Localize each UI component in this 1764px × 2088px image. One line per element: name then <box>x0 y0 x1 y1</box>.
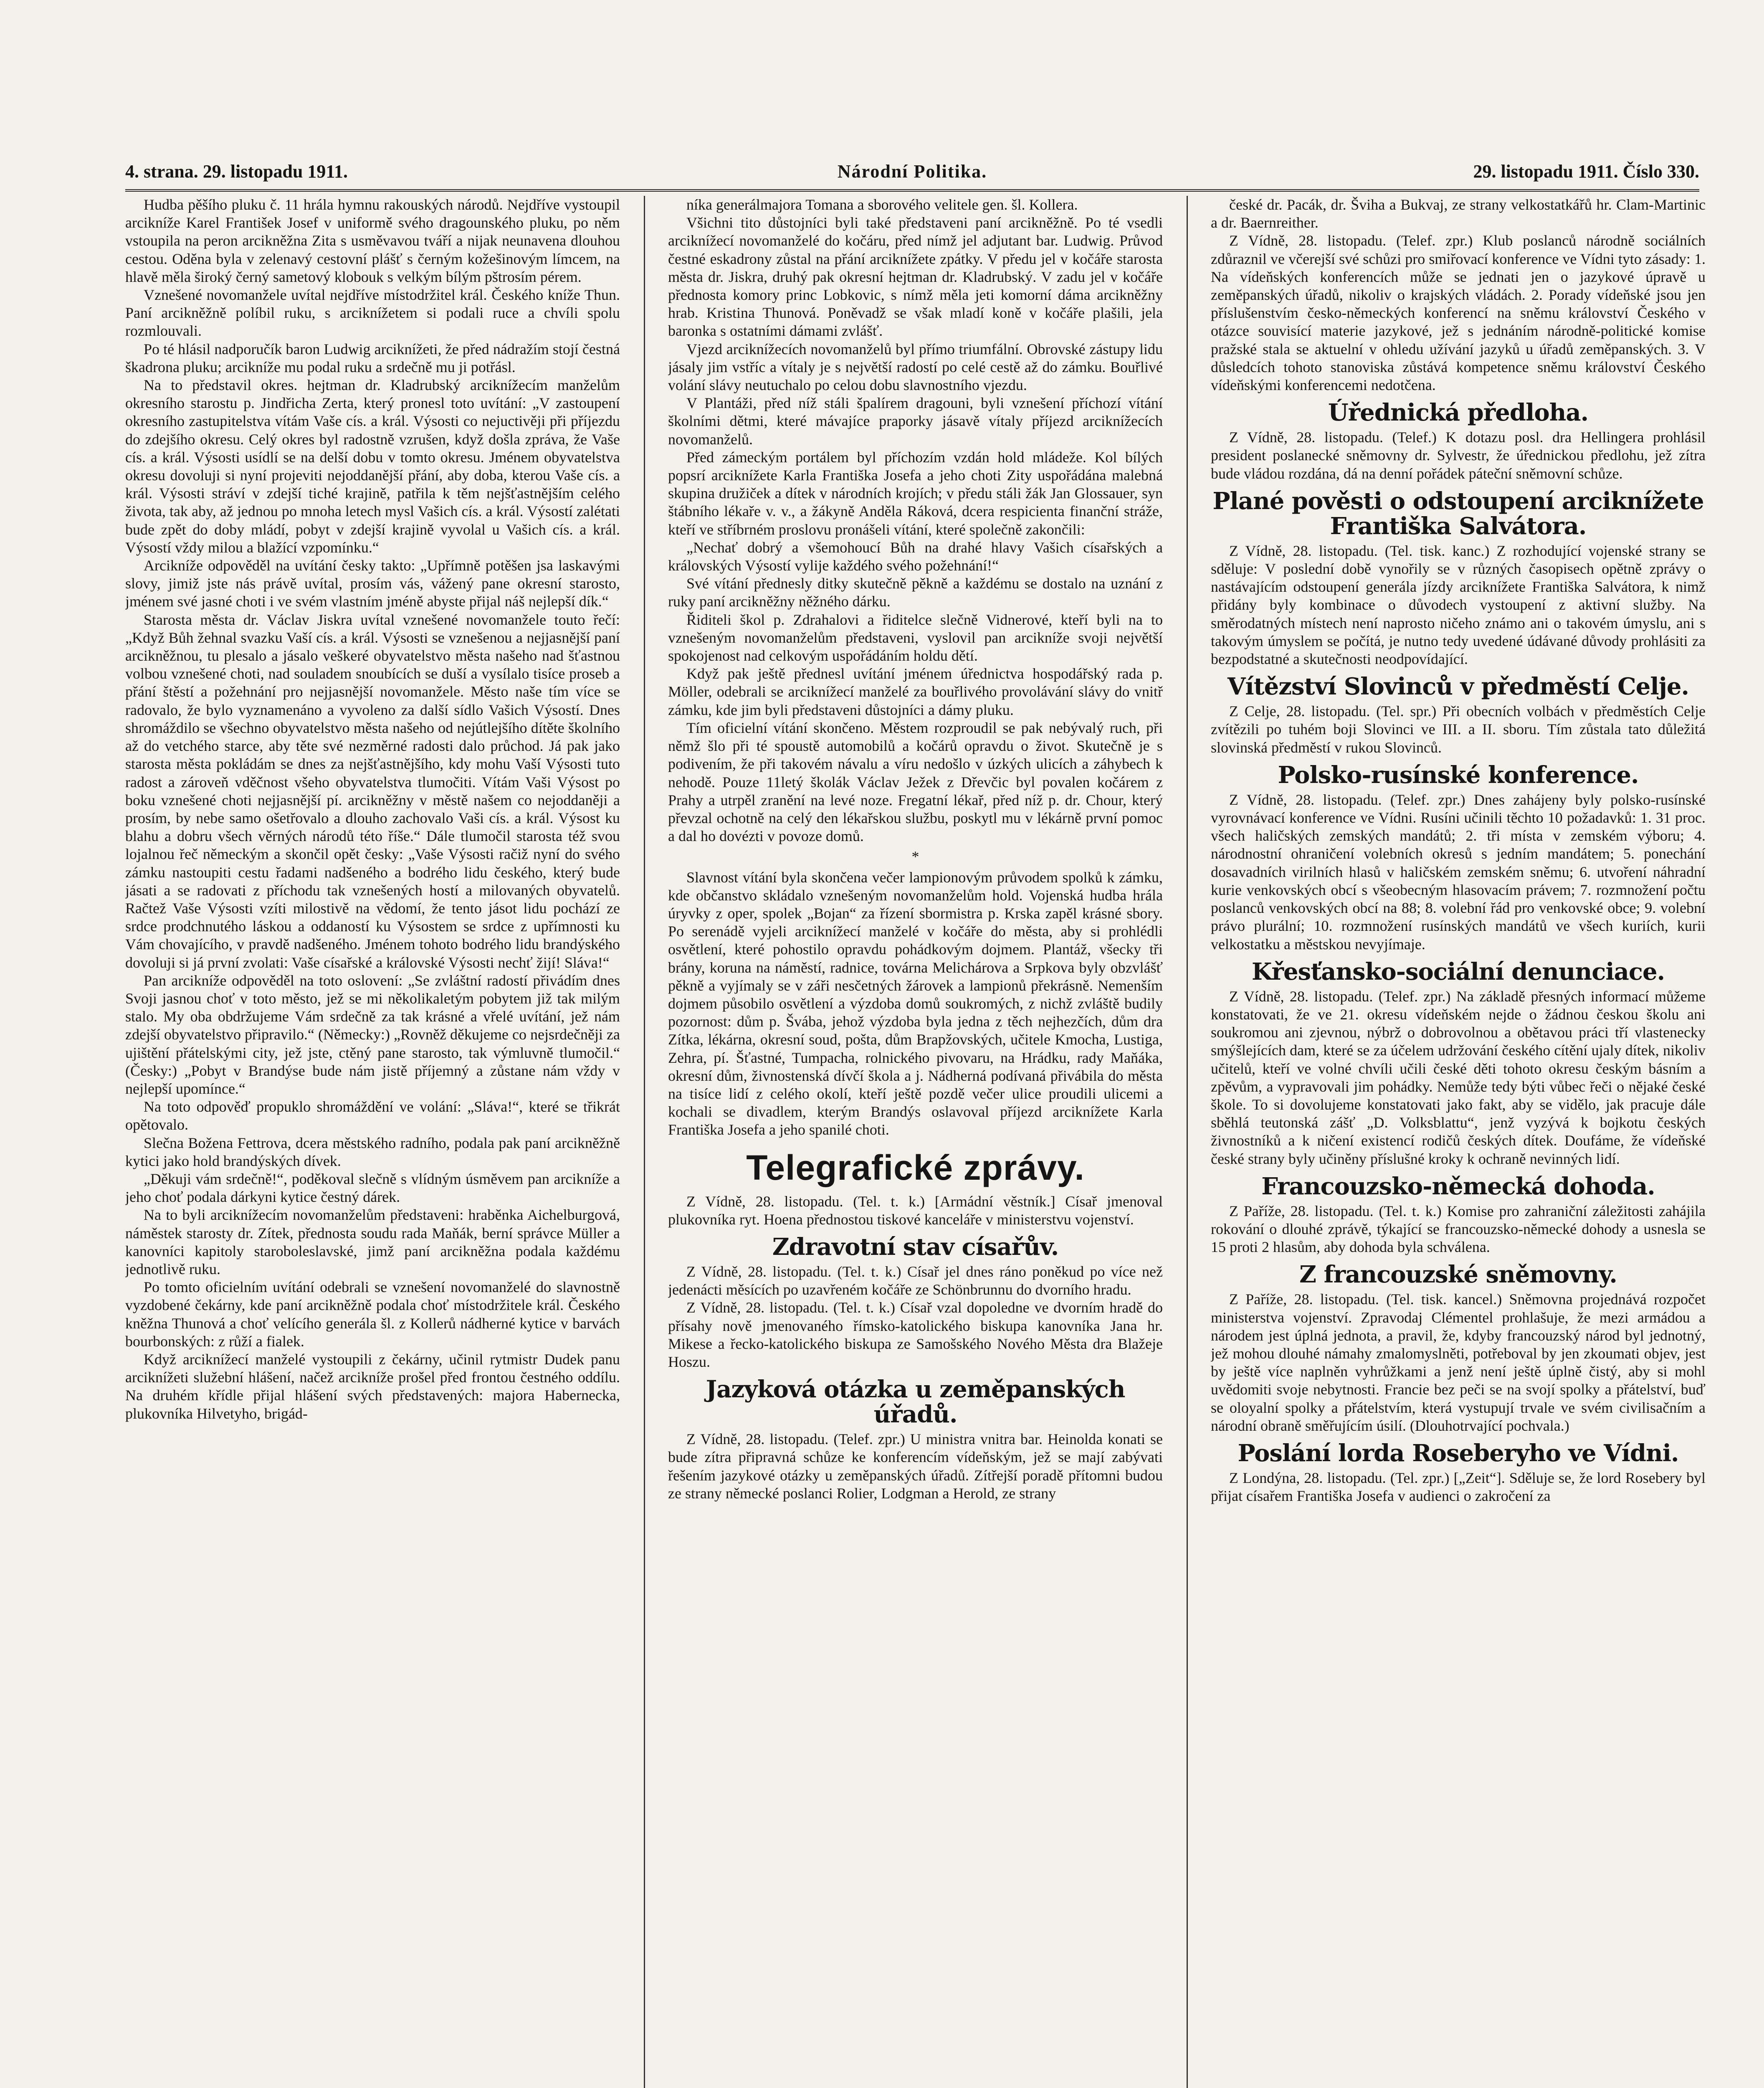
article-paragraph: Z Vídně, 28. listopadu. (Telef.) K dotazu posl. dra Hellingera prohlásil president poslanecké sněmovny dr. Sylvestr, že úřednickou předlohu, jež zítra bude vládou rozdána, dá na denní pořádek páteční sněmovní schůze. <box>1211 429 1706 482</box>
article-paragraph: Arcikníže odpověděl na uvítání česky takto: „Upřímně potěšen jsa laskavými slovy, jimiž jste nás právě uvítal, prosím vás, vážený pane okresní starosto, jménem své jasné choti i ve svém vlastním jméně abyste přijal náš nejlepší dík.“ <box>125 557 620 610</box>
article-paragraph: Z Vídně, 28. listopadu. (Telef. zpr.) Dnes zahájeny byly polsko-rusínské vyrovnávací konference ve Vídni. Rusíni učinili těchto 10 požadavků: 1. 31 proc. všech haličských zemských mandátů; 2. tři místa v zemském výboru; 4. národnostní ohraničení volebních okresů s jedním mandátem; 5. ponechání dosavadních virilních hlasů v haličském zemském sněmu; 6. utvoření náhradní kurie venkovských obcí s všeobecným hlasovacím právem; 7. rozmnožení počtu poslanců venkovských obcí na 88; 8. volební řád pro venkovské obce; 9. volební právo plurální; 10. rozmnožení rusínských mandátů ve všech kuriích, kurii velkostatku a městskou nevyjímaje. <box>1211 791 1706 953</box>
article-paragraph: Z Vídně, 28. listopadu. (Tel. t. k.) [Armádní věstník.] Císař jmenoval plukovníka ryt. Hoena přednostou tiskové kanceláře v ministerstvu vojenství. <box>668 1193 1163 1228</box>
article-paragraph: Z Paříže, 28. listopadu. (Tel. tisk. kancel.) Sněmovna projednává rozpočet ministerstva vojenství. Zpravodaj Clémentel prohlašuje, že mezi armádou a národem jest úplná jednota, a pravil, že, kdyby francouzský národ byl jednotný, jež mohou dlouhé námahy zmalomyslněti, potřeboval by jen zkoumati objev, jest by ještě více naplněn vyhrůžkami a jenž není ještě úplně čistý, aby si mohl uvědomiti svoje nebytnosti. Francie bez peči se na svojí spolky a přátelství, buď se oloyalní spolky a přátelstvím, která vystupují trvale ve svém civilisačním a národní obraně směřujícím úsilí. (Dlouhotrvající pochvala.) <box>1211 1291 1706 1434</box>
article-paragraph: Na toto odpověď propuklo shromáždění ve volání: „Sláva!“, které se třikrát opětovalo. <box>125 1098 620 1133</box>
article-paragraph: Na to představil okres. hejtman dr. Kladrubský arciknížecím manželům okresního starostu p. Jindřicha Zerta, který pronesl toto uvítání: „V zastoupení okresního zastupitelstva vítám Vaše cís. a král. Výsosti co nejuctivěji při příjezdu do zdejšího okresu. Celý okres byl radostně vzrušen, když došla zpráva, že Vaše cís. a král. Výsosti usídlí se na delší dobu v tomto okresu. Jménem obyvatelstva okresu dovoluji si nyní projeviti nejoddanější přání, aby doba, kterou Vaše cís. a král. Výsosti stráví v zdejší tiché krajině, patřila k těm nejšťastnějším celého života, tak aby, až jednou po mnoha letech mysl Vašich cís. a král. Výsostí zalétati bude zpět do doby mládí, pobyt v zdejší krajině vyvolal u Vašich cís. a král. Výsostí vždy milou a blažící vzpomínku.“ <box>125 377 620 556</box>
article-heading: Polsko-rusínské konference. <box>1278 761 1639 789</box>
article-paragraph: Když pak ještě přednesl uvítání jménem úřednictva hospodářský rada p. Möller, odebrali se arciknížecí manželé za bouřlivého provolávání slávy do vnitř zámku, kde jim byli představeni důstojníci a dámy pluku. <box>668 665 1163 718</box>
column-3 <box>1211 196 1706 2088</box>
article-paragraph: Starosta města dr. Václav Jiskra uvítal vznešené novomanžele touto řečí: „Když Bůh žehnal svazku Vaší cís. a král. Výsosti se vznešenou a nejjasnější paní arcikněžnou, tu plesalo a jásalo veškeré obyvatelstvo města našeho nad šťastnou volbou vznešené choti, nad souladem snoubících se duší a vysílalo tisíce proseb a přání štěstí a požehnání pro nejjasnější novomanžele. Město naše tím více se radovalo, že bylo vyznamenáno a vyvoleno za další sídlo Vašich Výsostí. Dnes shromáždilo se všechno obyvatelstvo města našeho od nejútlejšího dítěte školního až do vetchého starce, aby těte své nezměrné radosti dalo průchod. Já pak jako starosta města pokládám se dnes za nejšťastnějšího, kdy mohu Vaší Výsosti tuto radost a zároveň vděčnost všeho obyvatelstva tlumočiti. Vítám Vaši Výsost po boku vznešené choti nejjasnější pí. arcikněžny v městě našem co nejoddaněji a prosím, by nebe samo ošetřovalo a dlouho zachovalo Vaši cís. a král. Výsost ku blahu a dobru všech věrných národů této říše.“ Dále tlumočil starosta též svou lojalnou řeč německým a skončil opět česky: „Vaše Výsosti račiž nyní do svého zámku nastoupiti cestu řadami nadšeného a bodrého lidu českého, který bude jásati a se radovati z příchodu tak vznešených hostí a milovaných obyvatelů. Račtež Vaše Výsosti vzíti milostivě na vědomí, že tento jásot lidu pochází ze srdce prodchnutého láskou a oddaností ku Výsostem se srdce z upřímnosti ku Vám chovajícího, v pravdě nadšeného. Jménem tohoto bodrého lidu brandýského dovoluji si já první zvolati: Vaše císařské a královské Výsosti nechť žijí! Sláva!“ <box>125 611 620 971</box>
header-page-date: 4. strana. 29. listopadu 1911. <box>125 161 348 182</box>
section-divider-star: * <box>911 848 919 865</box>
article-heading: Z francouzské sněmovny. <box>1299 1261 1617 1289</box>
article-paragraph: V Plantáži, před níž stáli špalírem dragouni, byli vznešení příchozí vítání školními dětmi, které mávajíce praporky jásavě vítaly příjezd arciknížecích novomanželů. <box>668 395 1163 448</box>
header-masthead: Národní Politika. <box>837 161 987 182</box>
article-paragraph: Z Londýna, 28. listopadu. (Tel. zpr.) [„Zeit“]. Sděluje se, že lord Rosebery byl přijat císařem Františka Josefa v audienci o zakročení za <box>1211 1469 1706 1505</box>
header-date-issue: 29. listopadu 1911. Číslo 330. <box>1473 161 1699 182</box>
article-paragraph: Řiditeli škol p. Zdrahalovi a řiditelce slečně Vidnerové, kteří byli na to vznešeným novomanželům představeni, vyslovil pan arcikníže svoji největší spokojenost nad celkovým uspořádáním holdu dětí. <box>668 611 1163 664</box>
article-paragraph: Z Vídně, 28. listopadu. (Telef. zpr.) U ministra vnitra bar. Heinolda konati se bude zítra připravná schůze ke konferencím vídeňským, jež se mají zabývati řešením jazykové otázky u zeměpanských úřadů. Zítřejší poradě přítomni budou ze strany německé poslanci Rolier, Lodgman a Herold, ze strany <box>668 1431 1163 1502</box>
article-paragraph: Vznešené novomanžele uvítal nejdříve místodržitel král. Českého kníže Thun. Paní arcikněžně políbil ruku, s arciknížetem si podali ruce a chvíli spolu rozmlouvali. <box>125 286 620 340</box>
article-paragraph: Po tomto oficielním uvítání odebrali se vznešení novomanželé do slavnostně vyzdobené čekárny, kde paní arcikněžně podala choť místodržitele král. Českého kněžna Thunová a choť velícího generála šl. z Kollerů nádherné kytice v barvách bourbonských: z růží a fialek. <box>125 1279 620 1350</box>
article-heading: Vítězství Slovinců v předměstí Celje. <box>1227 673 1689 701</box>
article-heading: Křesťansko-sociální denunciace. <box>1251 958 1665 986</box>
page-header <box>125 161 1699 186</box>
article-heading: Úřednická předloha. <box>1328 399 1589 427</box>
article-paragraph: Své vítání přednesly ditky skutečně pěkně a každému se dostalo na uznání z ruky paní arcikněžny něžného dárku. <box>668 575 1163 610</box>
article-heading: Jazyková otázka u zeměpanských úřadů. <box>706 1376 1125 1429</box>
article-paragraph: Z Vídně, 28. listopadu. (Telef. zpr.) Klub poslanců národně sociálních zdůraznil ve včerejší své schůzi pro smiřovací konference ve Vídni tyto zásady: 1. Na vídeňských konferencích může se jednati jen o jazykové úpravě u zeměpanských úřadů, nikoliv o krajských vládách. 2. Porady vídeňské jsou jen příslušenstvím česko-německých konferencí na sněmu království Českého v otázce souvisící materie jazykové, jež s jednáním národně-politické komise pražské stala se aktuelní v ohledu užívání jazyků u úřadů zeměpanských. 3. V důsledcích tohoto stanoviska zůstává kompetence sněmu království Českého vídeňskými konferencemi nedotčena. <box>1211 232 1706 394</box>
article-paragraph: Když arciknížecí manželé vystoupili z čekárny, učinil rytmistr Dudek panu arciknížeti služební hlášení, načež arcikníže prošel před frontou čestného oddílu. Na druhém křídle přijal hlášení svých představených: majora Habernecka, plukovníka Hilvetyho, brigád- <box>125 1351 620 1422</box>
article-paragraph: Hudba pěšího pluku č. 11 hrála hymnu rakouských národů. Nejdříve vystoupil arcikníže Karel František Josef v uniformě svého dragounského pluku, po něm vstoupila na peron arcikněžna Zita s usměvavou tváří a nijak neunavena dlouhou cestou. Oděna byla v zelenavý cestovní plášť s černým kožešinovým límcem, na hlavě měla široký černý sametový klobouk s velkým bílým pštrosím pérem. <box>125 196 620 285</box>
article-paragraph: Pan arcikníže odpověděl na toto oslovení: „Se zvláštní radostí přivádím dnes Svoji jasnou choť v toto město, jež se mi několikaletým pobytem již tak milým stalo. My oba obdržujeme Vám srdečně za tak krásné a vřelé uvítání, jež nám zdejší obyvatelstvo připravilo.“ (Německy:) „Rovněž děkujeme co nejsrdečněji za ujištění přátelskými city, jež jste, ctěný pane starosto, tak výmluvně tlumočil.“ (Česky:) „Pobyt v Brandýse bude nám jistě příjemný a zůstane nám vždy v nejlepší upomínce.“ <box>125 972 620 1097</box>
article-paragraph: Z Paříže, 28. listopadu. (Tel. t. k.) Komise pro zahraniční záležitosti zahájila rokování o dlouhé zprávě, týkající se francouzsko-německé dohody a usnesla se 15 proti 2 hlasům, aby dohoda byla schválena. <box>1211 1202 1706 1256</box>
article-paragraph: Před zámeckým portálem byl příchozím vzdán hold mládeže. Kol bílých popsrí arciknížete Karla Františka Josefa a jeho choti Zity uspořádána malebná skupina družiček a dítek v národních krojích; v předu stáli žák Jan Glossauer, syn štábního lékaře v. v., a žákyně Anděla Ráková, dcera respicienta finanční stráže, kteří ve stříbrném proslovu pronášeli vítání, které společně zakončili: <box>668 449 1163 538</box>
article-paragraph: Na to byli arciknížecím novomanželům představeni: hraběnka Aichelburgová, náměstek starosty dr. Zítek, přednosta soudu rada Maňák, berní správce Müller a kanovníci kapitoly staroboleslavské, jimž paní arcikněžna podala každému jednotlivě ruku. <box>125 1206 620 1277</box>
article-paragraph: Z Vídně, 28. listopadu. (Telef. zpr.) Na základě přesných informací můžeme konstatovati, že ve 21. okresu vídeňském nejde o žádnou českou školu ani soukromou ani zjevnou, nýbrž o dobrovolnou a obětavou práci tří vlastenecky smýšlejících dam, které se za účelem udržování českého cítění ujaly dítek, nikoliv učitelů, kteří ve volné chvíli učili české děti tohoto okresu českým básním a zpěvům, a vypravovali jim pohádky. Nemůže tedy býti vůbec řeči o nějaké české škole. To si dovolujeme konstatovati jako fakt, aby se vidělo, jak pracuje dále sběhlá teutonská zášť „D. Volksblattu“, jenž vyzývá k bojkotu českých živnostníků a k ničení existencí rodičů českých dítek. Doufáme, že vídeňské české strany byly učiněny příslušné kroky k ochraně nevinných lidí. <box>1211 988 1706 1167</box>
article-heading: Francouzsko-německá dohoda. <box>1261 1172 1655 1200</box>
newspaper-page <box>125 161 1706 2088</box>
article-paragraph: Tím oficielní vítání skončeno. Městem rozproudil se pak nebývalý ruch, při němž šlo při té spoustě automobilů a kočárů opravdu o život. Skutečně je s podivením, že při takovém návalu a víru nedošlo v úzkých ulicích a záhybech k nehodě. Pouze 11letý školák Václav Ježek z Dřevčic byl povalen kočárem z Prahy a utrpěl zranění na levé noze. Fregatní lékař, před níž p. dr. Chour, který převzal ochotně na celý den lékařskou službu, poskytl mu v lékárně první pomoc a dal ho dovézti v povoze domů. <box>668 719 1163 845</box>
article-paragraph: Z Celje, 28. listopadu. (Tel. spr.) Při obecních volbách v předměstích Celje zvítězili po tuhém boji Slovinci ve III. a II. sboru. Tím zůstala tato důležitá slovinská předměstí v rukou Slovinců. <box>1211 703 1706 756</box>
column-1 <box>125 196 620 2088</box>
column-separator <box>644 196 645 2088</box>
article-paragraph: Vjezd arciknížecích novomanželů byl přímo triumfální. Obrovské zástupy lidu jásaly jim vstříc a vítaly je s největší radostí po celé cestě až do zámku. Bouřlivé volání slávy neutuchalo po celou dobu slavnostního vjezdu. <box>668 340 1163 394</box>
section-heading: Telegrafické zprávy. <box>746 1148 1085 1187</box>
article-paragraph: Slečna Božena Fettrova, dcera městského radního, podala pak paní arcikněžně kytici jako hold brandýských dívek. <box>125 1134 620 1169</box>
article-heading: Poslání lorda Roseberyho ve Vídni. <box>1238 1439 1679 1467</box>
article-heading: Zdravotní stav císařův. <box>772 1233 1059 1261</box>
article-paragraph: Z Vídně, 28. listopadu. (Tel. t. k.) Císař jel dnes ráno poněkud po více než jedenácti měsících po uzavřeném kočáře ze Schönbrunnu do dvorního hradu. <box>668 1263 1163 1298</box>
article-paragraph: české dr. Pacák, dr. Šviha a Bukvaj, ze strany velkostatkářů hr. Clam-Martinic a dr. Baernreither. <box>1211 196 1706 231</box>
column-separator <box>1187 196 1188 2088</box>
column-2 <box>668 196 1163 2088</box>
article-paragraph: níka generálmajora Tomana a sborového velitele gen. šl. Kollera. <box>686 196 1078 213</box>
article-paragraph: Po té hlásil nadporučík baron Ludwig arciknížeti, že před nádražím stojí čestná škadrona pluku; arcikníže mu podal ruku a srdečně mu ji potřásl. <box>125 340 620 375</box>
article-paragraph: Z Vídně, 28. listopadu. (Tel. tisk. kanc.) Z rozhodující vojenské strany se sděluje: V poslední době vynořily se v různých časopisech opětně zprávy o nastávajícím odstoupení generála jízdy arciknížete Františka Salvátora, k nimž přidány byly kombinace o důvodech vystoupení z aktivní služby. Na směrodatných místech není naprosto ničeho známo ani o takovém úmyslu, ani s takovým úmyslem se počítá, je nutno tedy uvedené údávané důvody prohlásiti za bezpodstatné a skutečnosti neodpovídající. <box>1211 542 1706 668</box>
article-paragraph: Všichni tito důstojníci byli také představeni paní arcikněžně. Po té vsedli arciknížecí novomanželé do kočáru, před nímž jel adjutant bar. Ludwig. Průvod čestné eskadrony zůstal na přání arciknížete zpátky. V předu jel v kočáře starosta města dr. Jiskra, druhý pak okresní hejtman dr. Kladrubský. V zadu jel v kočáře přednosta komory princ Lobkovic, s nímž měla jeti komorní dáma arcikněžny hrab. Kristina Thunová. Poněvadž se však mladí koně v kočáře plašili, jela baronka s ostatními dámami zvlášť. <box>668 214 1163 340</box>
article-paragraph: „Nechať dobrý a všemohoucí Bůh na drahé hlavy Vašich císařských a královských Výsostí vylije každého svého požehnání!“ <box>668 539 1163 574</box>
article-paragraph: Z Vídně, 28. listopadu. (Tel. t. k.) Císař vzal dopoledne ve dvorním hradě do přísahy nově jmenovaného římsko-katolického biskupa kanovníka Jana hr. Mikese a řecko-katolického biskupa ze Samošského Nového Města dra Blažeje Hoszu. <box>668 1299 1163 1370</box>
article-heading: Plané pověsti o odstoupení arciknížete Františka Salvátora. <box>1212 487 1704 540</box>
article-paragraph: Slavnost vítání byla skončena večer lampionovým průvodem spolků k zámku, kde občanstvo skládalo vznešeným novomanželům hold. Vojenská hudba hrála úryvky z oper, spolek „Bojan“ za řízení sbormistra p. Krska zapěl krásné sbory. Po serenádě vyjeli arciknížecí manželé v kočáře do města, aby si prohlédli osvětlení, které pohostilo opravdu pohádkovým dojmem. Plantáž, všecky tři brány, koruna na náměstí, radnice, továrna Melichárova a Srpkova byly obzvlášť pěkně a vyjímaly se v záři nesčetných žárovek a lampionů překrásně. Nemenším dojmem působilo osvětlení a výzdoba domů soukromých, z nichž zvláště budily pozornost: dům p. Švába, jehož výzdoba byla jedna z těch nejhezčích, dům dra Zítka, lékárna, okresní soud, pošta, dům Brapžovských, učitele Kmocha, Lustiga, Zehra, pí. Šťastné, Tumpacha, rolnického pivovaru, na Hrádku, rady Maňáka, okresní dům, živnostenská dívčí škola a j. Nádherná podívaná přivábila do města na tisíce lidí z celého okolí, kteří ještě pozdě večer ulice proudili ulicemi a kochali se divadlem, kterým Brandýs oslavoval příjezd arciknížete Karla Františka Josefa a jeho spanilé choti. <box>668 869 1163 1138</box>
article-paragraph: „Děkuji vám srdečně!“, poděkoval slečně s vlídným úsměvem pan arcikníže a jeho choť podala dárkyni kytice čestný dárek. <box>125 1170 620 1206</box>
header-rule <box>125 189 1699 192</box>
